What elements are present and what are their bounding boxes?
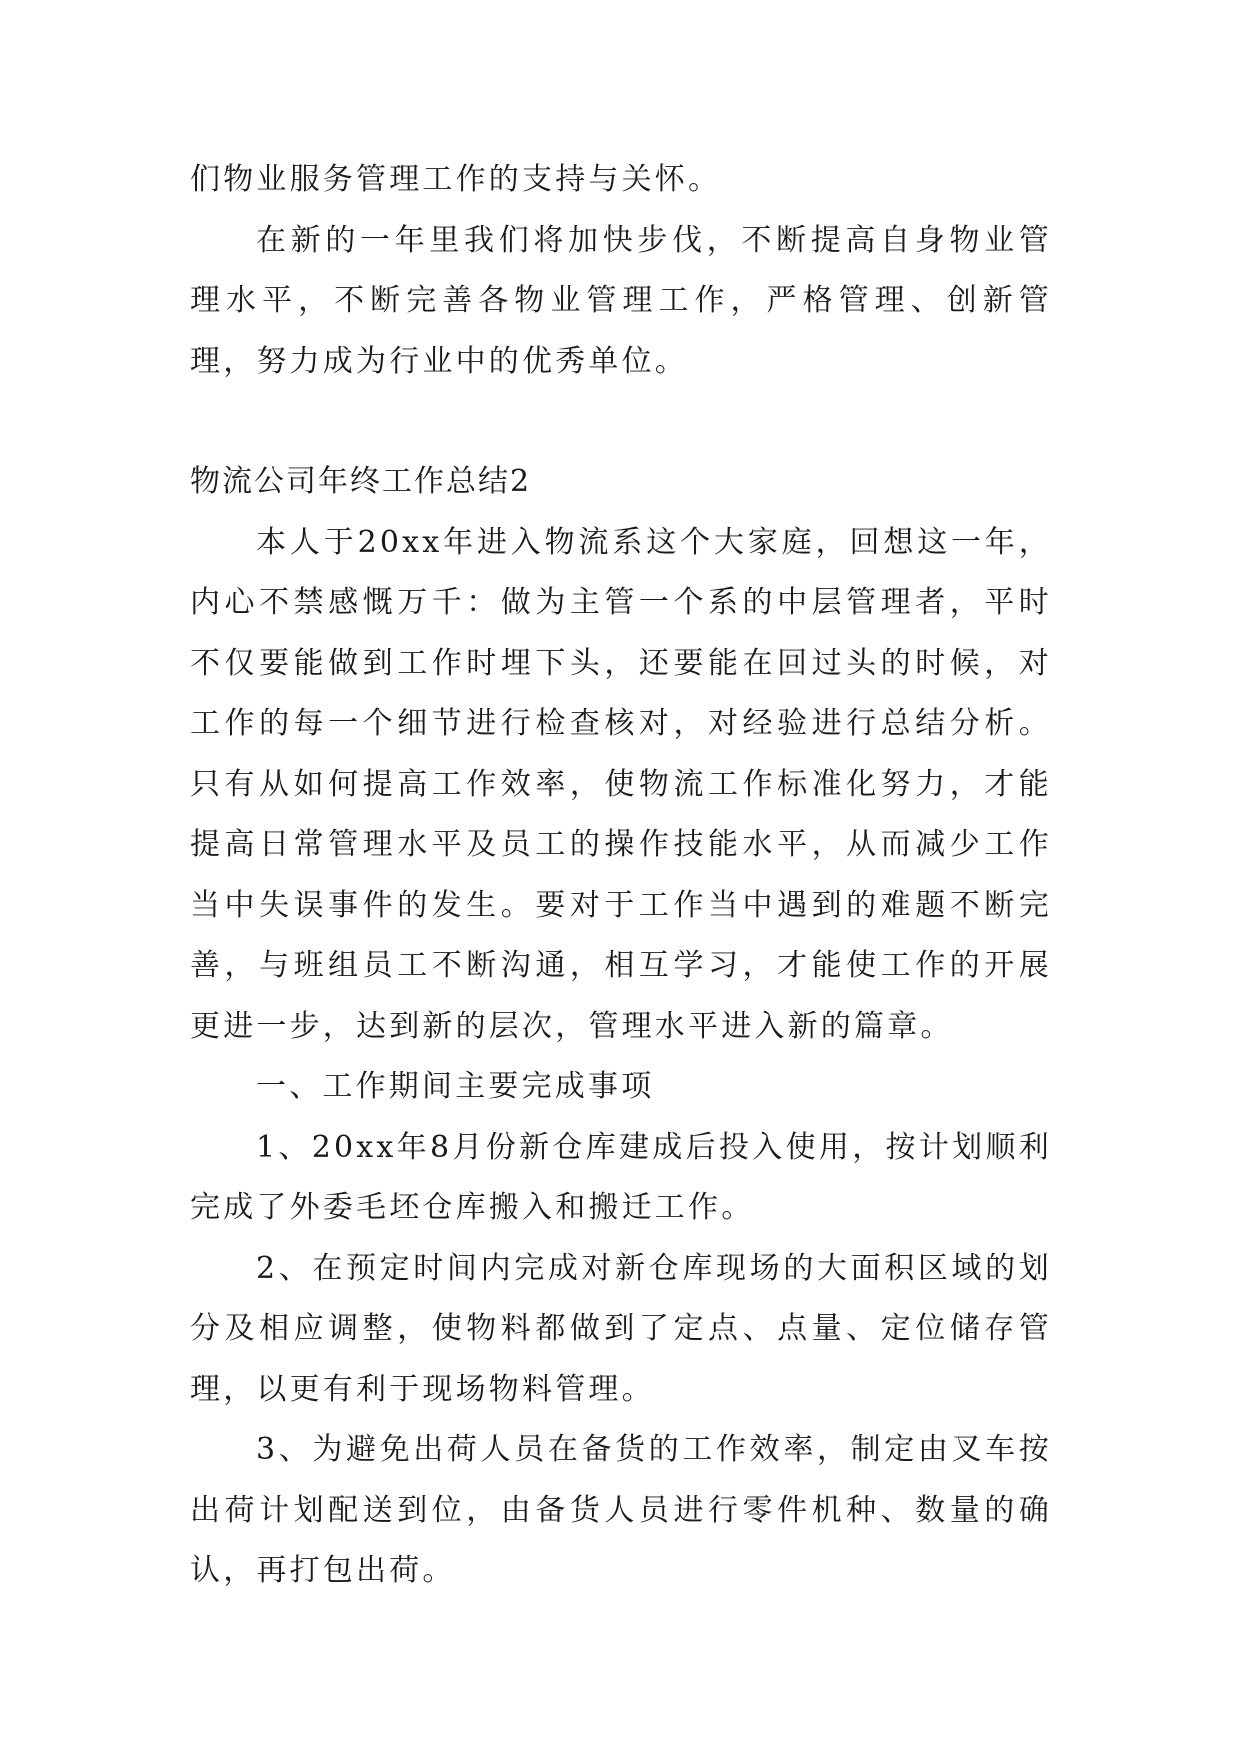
document-body: [190, 150, 1052, 1602]
section-spacer: [190, 392, 1052, 452]
section-title: 物流公司年终工作总结2: [190, 464, 532, 499]
paragraph-introduction: 本人于20xx年进入物流系这个大家庭，回想这一年，内心不禁感慨万千：做为主管一个系的中层管理者，平时不仅要能做到工作时埋下头，还要能在回过头的时候，对工作的每一个细节进行检查核对，对经验进行总结分析。只有从如何提高工作效率，使物流工作标准化努力，才能提高日常管理水平及员工的操作技能水平，从而减少工作当中失误事件的发生。要对于工作当中遇到的难题不断完善，与班组员工不断沟通，相互学习，才能使工作的开展更进一步，达到新的层次，管理水平进入新的篇章。: [190, 524, 1052, 1044]
paragraph-continuation: 们物业服务管理工作的支持与关怀。: [190, 162, 722, 197]
list-item-2: 2、在预定时间内完成对新仓库现场的大面积区域的划分及相应调整，使物料都做到了定点、点量、定位储存管理，以更有利于现场物料管理。: [190, 1250, 1052, 1407]
subheading-main-tasks: 一、工作期间主要完成事项: [256, 1069, 655, 1104]
list-item-1: 1、20xx年8月份新仓库建成后投入使用，按计划顺利完成了外委毛坯仓库搬入和搬迁工作。: [190, 1129, 1052, 1225]
list-item-3: 3、为避免出荷人员在备货的工作效率，制定由叉车按出荷计划配送到位，由备货人员进行零件机种、数量的确认，再打包出荷。: [190, 1432, 1052, 1588]
paragraph-new-year-goals: 在新的一年里我们将加快步伐，不断提高自身物业管理水平，不断完善各物业管理工作，严格管理、创新管理，努力成为行业中的优秀单位。: [190, 222, 1052, 379]
